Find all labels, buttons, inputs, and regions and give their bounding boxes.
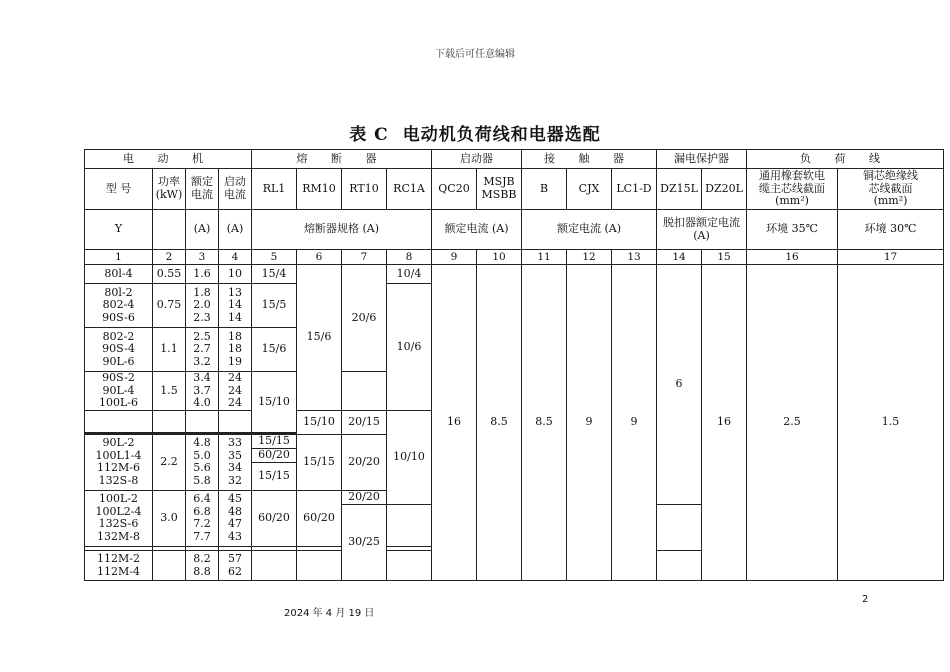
cell-cjx: 9 (567, 265, 612, 581)
copper-wire-label: 铜芯绝缘线 芯线截面 (863, 169, 919, 195)
col-number: 16 (747, 250, 838, 265)
cell-rt10: 20/20 (342, 490, 387, 504)
selection-table (84, 149, 943, 578)
cell-power (153, 550, 186, 580)
table-row (85, 210, 944, 250)
cell-rated: 6.4 6.8 7.2 7.7 (186, 490, 219, 546)
table-row (85, 169, 944, 210)
col-model: 型 号 (85, 169, 153, 210)
cell-rt10: 30/25 (342, 504, 387, 580)
col-number: 4 (219, 250, 252, 265)
col-rm10: RM10 (297, 169, 342, 210)
cell-rl1: 60/20 (252, 490, 297, 546)
table-row (85, 150, 944, 169)
cell-model (85, 410, 153, 432)
cell-copper: 1.5 (838, 265, 944, 581)
cell-rated: 8.2 8.8 (186, 550, 219, 580)
group-contactor: 接 触 器 (522, 150, 657, 169)
col-number: 12 (567, 250, 612, 265)
cell-rm10: 60/20 (297, 490, 342, 546)
cell-power (153, 410, 186, 432)
col-copper-wire (838, 169, 944, 210)
cell-rm10: 15/15 (297, 434, 342, 490)
cell-model: 100L-2 100L2-4 132S-6 132M-8 (85, 490, 153, 546)
cell-rl1: 15/5 (252, 284, 297, 328)
col-number: 5 (252, 250, 297, 265)
col-number: 14 (657, 250, 702, 265)
cell-rt10: 20/20 (342, 434, 387, 490)
cell-start (219, 410, 252, 432)
col-dz15l: DZ15L (657, 169, 702, 210)
cell-rt10: 20/15 (342, 410, 387, 434)
col-qc20: QC20 (432, 169, 477, 210)
col-number: 17 (838, 250, 944, 265)
cell-start: 45 48 47 43 (219, 490, 252, 546)
cell-rc1a: 10/6 (387, 284, 432, 411)
cell-dz20l: 16 (702, 265, 747, 581)
leak-rated: 脱扣器额定电流 (A) (657, 210, 747, 250)
cell-rm10: 15/10 (297, 410, 342, 434)
cell-model: 80l-4 (85, 265, 153, 284)
group-motor: 电 动 机 (85, 150, 252, 169)
cell-start: 10 (219, 265, 252, 284)
group-fuse: 熔 断 器 (252, 150, 432, 169)
cell-b: 8.5 (522, 265, 567, 581)
col-b: B (522, 169, 567, 210)
cell-qc20: 16 (432, 265, 477, 581)
env-30: 环境 30℃ (838, 210, 944, 250)
unit-empty (153, 210, 186, 250)
cell-rated: 4.8 5.0 5.6 5.8 (186, 434, 219, 490)
rubber-cable-label: 通用橡套软电 缆主芯线截面 (759, 169, 826, 195)
cell-rated: 1.8 2.0 2.3 (186, 284, 219, 328)
cell-model: 802-2 90S-4 90L-6 (85, 328, 153, 372)
cell-rc1a: 10/10 (387, 410, 432, 504)
cell-rl1: 15/6 (252, 328, 297, 372)
col-dz20l: DZ20L (702, 169, 747, 210)
cell-start: 18 18 19 (219, 328, 252, 372)
col-start-current: 启动 电流 (219, 169, 252, 210)
cell-rc1a: 10/4 (387, 265, 432, 284)
table-row (85, 250, 944, 265)
cell-power: 0.55 (153, 265, 186, 284)
table-label: 表 C (349, 125, 389, 145)
col-number: 10 (477, 250, 522, 265)
footer-date: 2024 年 4 月 19 日 (284, 608, 375, 619)
cell-rl1: 15/15 (252, 462, 297, 490)
cell-model: 90L-2 100L1-4 112M-6 132S-8 (85, 434, 153, 490)
cell-rm10: 15/6 (297, 265, 342, 411)
cell-power: 1.5 (153, 372, 186, 411)
cell-rl1: 15/4 (252, 265, 297, 284)
group-load-line: 负 荷 线 (747, 150, 944, 169)
cell-rt10: 20/6 (342, 265, 387, 372)
col-msjb: MSJB MSBB (477, 169, 522, 210)
cell-model: 80l-2 802-4 90S-6 (85, 284, 153, 328)
cell-rc1a (387, 550, 432, 580)
col-number: 11 (522, 250, 567, 265)
col-number: 15 (702, 250, 747, 265)
col-number: 9 (432, 250, 477, 265)
cell-rl1: 15/10 (252, 372, 297, 433)
cell-power: 2.2 (153, 434, 186, 490)
cell-power: 1.1 (153, 328, 186, 372)
cell-qc20 (657, 550, 702, 580)
col-rl1: RL1 (252, 169, 297, 210)
cell-rubber: 2.5 (747, 265, 838, 581)
cell-rl1 (252, 550, 297, 580)
cell-rl1: 60/20 (252, 448, 297, 462)
col-rc1a: RC1A (387, 169, 432, 210)
contactor-rated: 额定电流 (A) (522, 210, 657, 250)
starter-rated: 额定电流 (A) (432, 210, 522, 250)
page-title (0, 120, 950, 145)
col-number: 13 (612, 250, 657, 265)
cell-model: 90S-2 90L-4 100L-6 (85, 372, 153, 411)
cell-power: 0.75 (153, 284, 186, 328)
cell-model: 112M-2 112M-4 (85, 550, 153, 580)
col-number: 8 (387, 250, 432, 265)
col-lc1d: LC1-D (612, 169, 657, 210)
unit-a: (A) (219, 210, 252, 250)
col-number: 6 (297, 250, 342, 265)
table-row (85, 265, 944, 284)
cell-rl1: 15/15 (252, 434, 297, 448)
cell-start: 33 35 34 32 (219, 434, 252, 490)
cell-start: 13 14 14 (219, 284, 252, 328)
col-power: 功率 (kW) (153, 169, 186, 210)
group-leak-protector: 漏电保护器 (657, 150, 747, 169)
page-number: 2 (862, 594, 869, 605)
cell-start: 24 24 24 (219, 372, 252, 411)
cell-rated (186, 410, 219, 432)
unit-a: (A) (186, 210, 219, 250)
cell-start: 57 62 (219, 550, 252, 580)
col-number: 1 (85, 250, 153, 265)
col-rt10: RT10 (342, 169, 387, 210)
cell-rated: 3.4 3.7 4.0 (186, 372, 219, 411)
unit-y: Y (85, 210, 153, 250)
group-starter: 启动器 (432, 150, 522, 169)
cell-rated: 1.6 (186, 265, 219, 284)
cell-rated: 2.5 2.7 3.2 (186, 328, 219, 372)
cell-power: 3.0 (153, 490, 186, 546)
col-rubber-cable (747, 169, 838, 210)
cell-rm10 (297, 550, 342, 580)
col-number: 7 (342, 250, 387, 265)
col-number: 2 (153, 250, 186, 265)
cell-dz15l: 6 (657, 265, 702, 505)
col-number: 3 (186, 250, 219, 265)
env-35: 环境 35℃ (747, 210, 838, 250)
fuse-spec: 熔断器规格 (A) (252, 210, 432, 250)
col-rated-current: 额定 电流 (186, 169, 219, 210)
cell-lc1d: 9 (612, 265, 657, 581)
col-cjx: CJX (567, 169, 612, 210)
cell-msjb: 8.5 (477, 265, 522, 581)
unit-mm2: (mm²) (873, 194, 908, 208)
unit-mm2: (mm²) (775, 194, 809, 208)
header-note: 下载后可任意编辑 (435, 49, 515, 60)
table-title: 电动机负荷线和电器选配 (402, 125, 601, 145)
